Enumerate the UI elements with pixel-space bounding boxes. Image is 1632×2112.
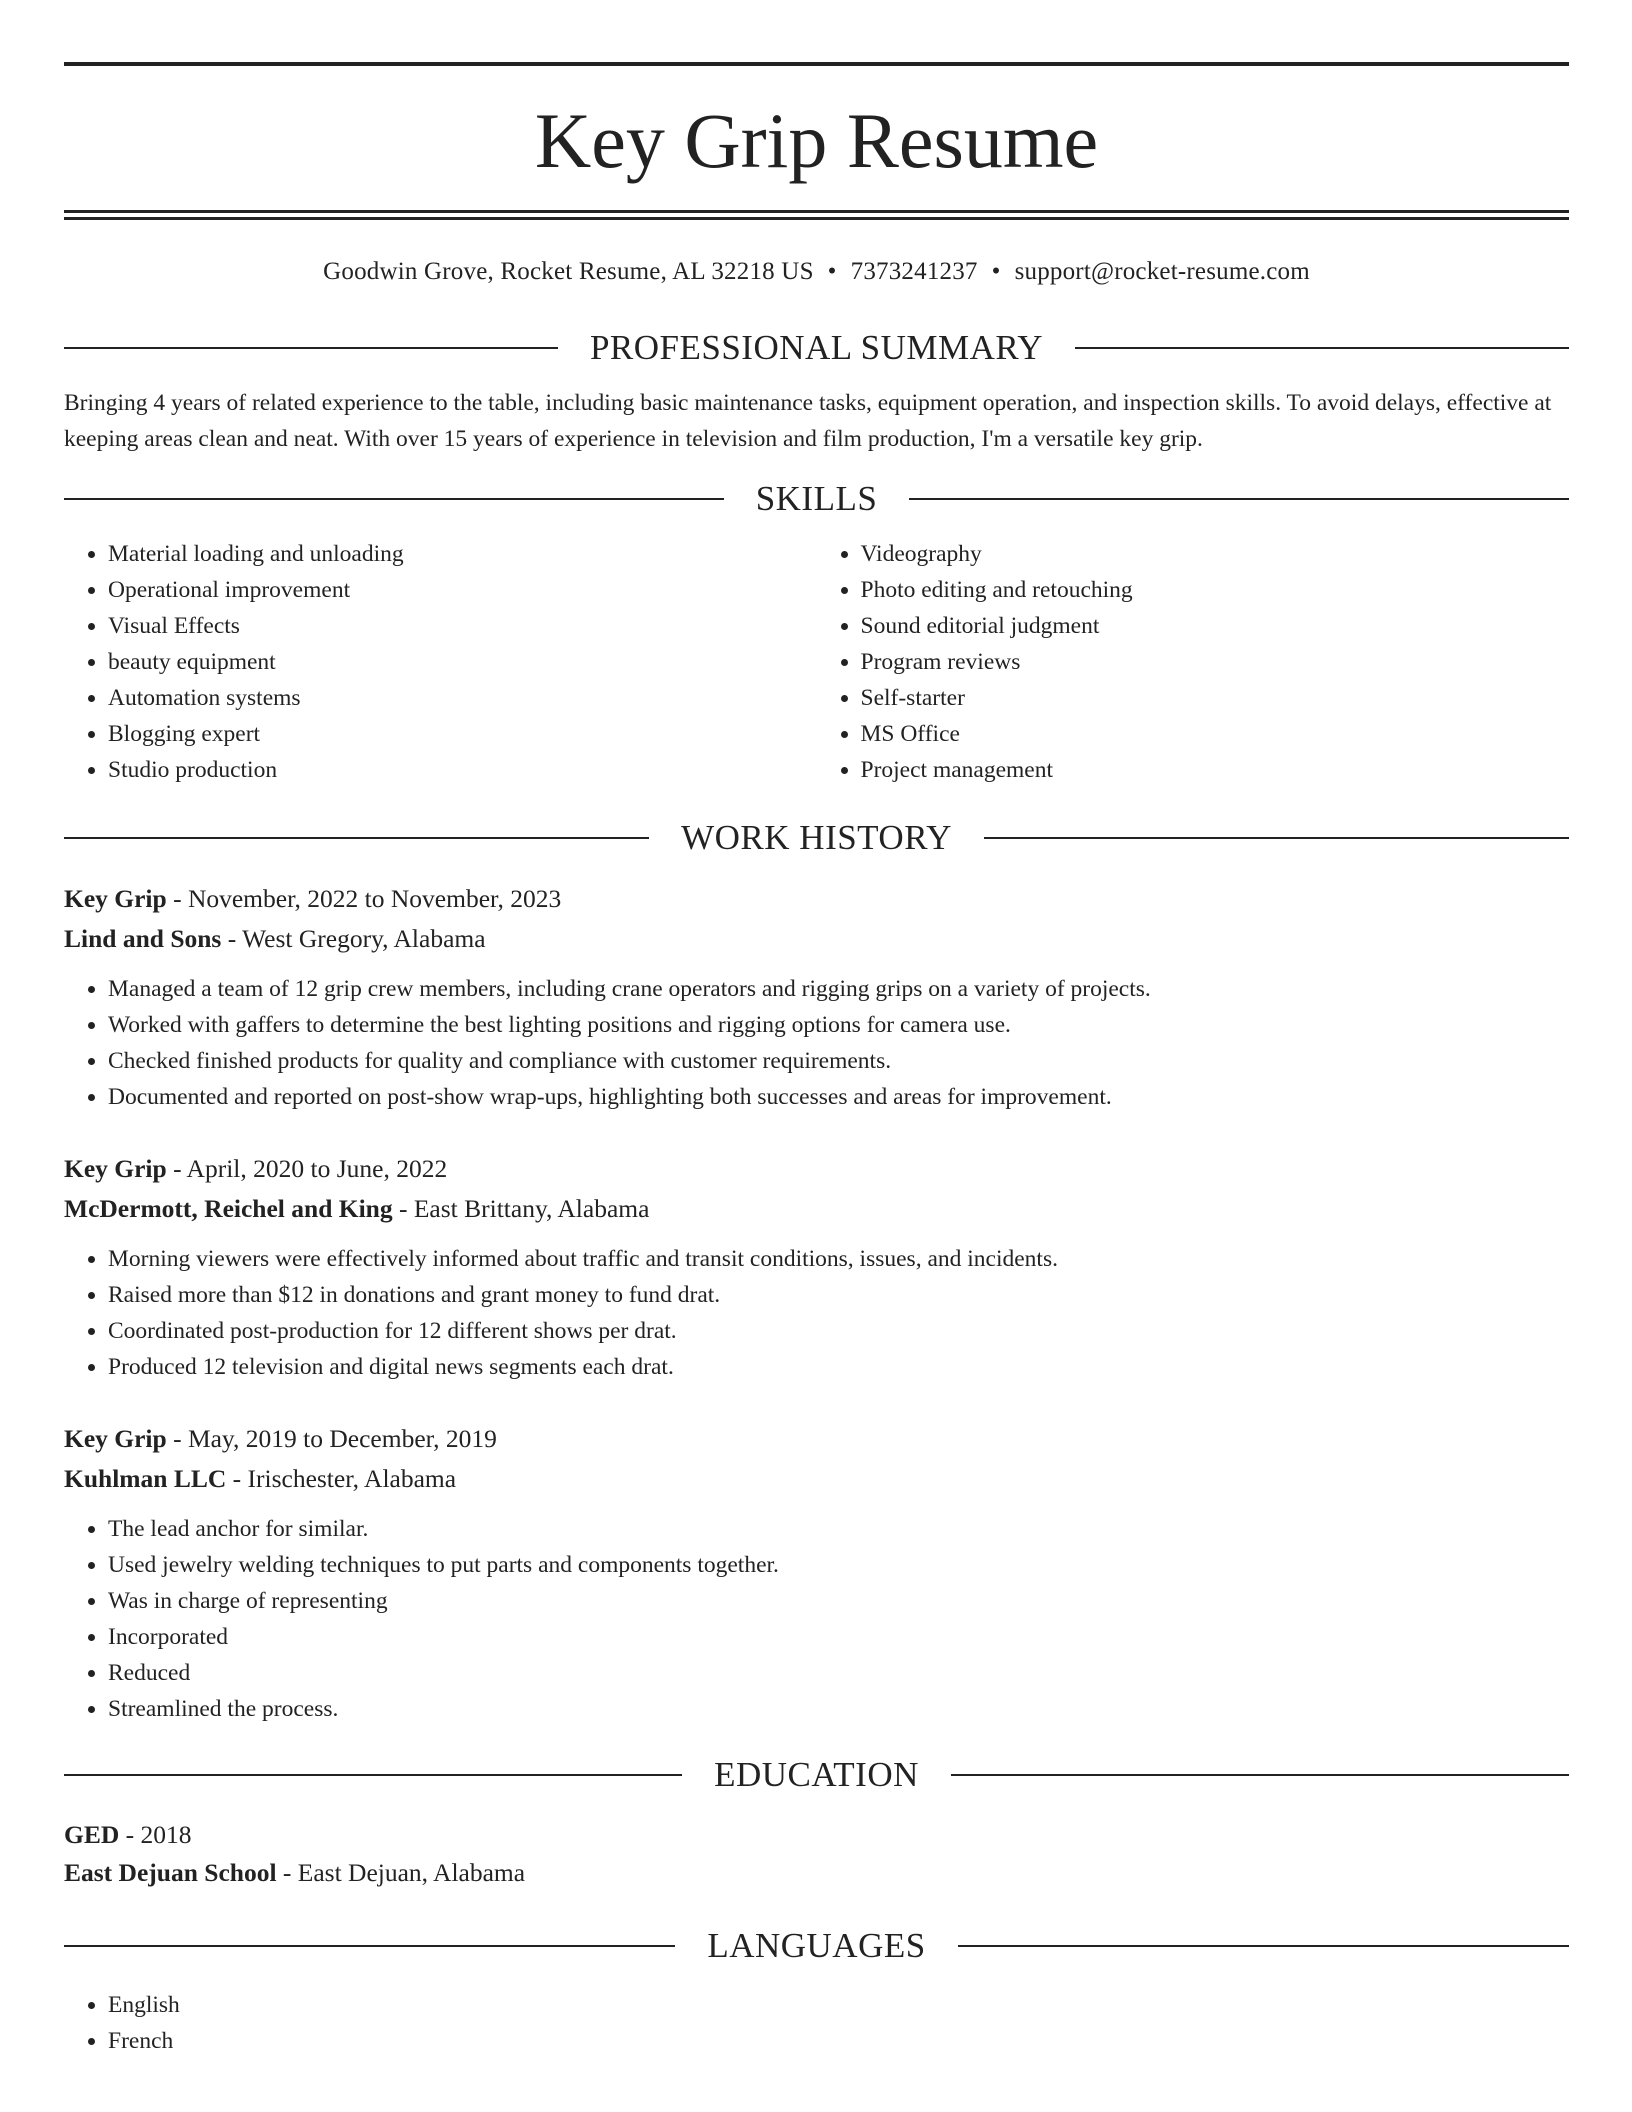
- job-location: - Irischester, Alabama: [226, 1464, 457, 1493]
- list-item: • Incorporated: [108, 1619, 1569, 1655]
- skills-list-right: [817, 536, 1570, 788]
- contact-separator: •: [827, 258, 837, 285]
- list-item: • Was in charge of representing: [108, 1583, 1569, 1619]
- list-item: • Worked with gaffers to determine the best lighting positions and rigging options for camera use.: [108, 1007, 1569, 1043]
- list-item: • Managed a team of 12 grip crew members, including crane operators and rigging grips on a variety of projects.: [108, 971, 1569, 1007]
- summary-text: Bringing 4 years of related experience to the table, including basic maintenance tasks, equipment operation, and inspection skills. To avoid delays, effective at keeping areas clean and neat. With over 15 years of experience in television and film production, I'm a versatile key grip.: [64, 390, 1552, 452]
- job-company: Lind and Sons: [64, 924, 222, 953]
- contact-address: Goodwin Grove, Rocket Resume, AL 32218 US: [323, 258, 814, 285]
- job-dates: - November, 2022 to November, 2023: [166, 884, 562, 913]
- job-bullets: [64, 1511, 1569, 1727]
- job-company: McDermott, Reichel and King: [64, 1194, 393, 1223]
- job-entry: [64, 879, 1569, 1115]
- section-heading-skills: [64, 481, 1569, 516]
- job-role-line: [64, 879, 1569, 919]
- education-year: - 2018: [119, 1820, 192, 1849]
- job-dates: - April, 2020 to June, 2022: [166, 1154, 448, 1183]
- section-heading-summary: [64, 330, 1569, 365]
- top-rule: [64, 62, 1569, 66]
- resume-page: [64, 62, 1569, 2059]
- list-item: • Program reviews: [861, 644, 1570, 680]
- job-company-line: [64, 919, 1569, 959]
- job-role-line: [64, 1419, 1569, 1459]
- section-heading-education: [64, 1757, 1569, 1792]
- list-item: • English: [108, 1987, 1569, 2023]
- job-company-line: [64, 1459, 1569, 1499]
- section-title: LANGUAGES: [707, 1926, 926, 1965]
- section-title: SKILLS: [755, 479, 878, 518]
- job-bullets: [64, 1241, 1569, 1385]
- list-item: • Self-starter: [861, 680, 1570, 716]
- list-item: • Checked finished products for quality and compliance with customer requirements.: [108, 1043, 1569, 1079]
- list-item: • Visual Effects: [108, 608, 817, 644]
- education-school: East Dejuan School: [64, 1858, 277, 1887]
- contact-line: [64, 258, 1569, 286]
- job-company-line: [64, 1189, 1569, 1229]
- section-heading-work: [64, 820, 1569, 855]
- education-location: - East Dejuan, Alabama: [276, 1858, 526, 1887]
- job-role: Key Grip: [64, 884, 167, 913]
- section-title: PROFESSIONAL SUMMARY: [589, 328, 1044, 367]
- skills-grid: [64, 536, 1569, 788]
- list-item: • Operational improvement: [108, 572, 817, 608]
- contact-phone: 7373241237: [850, 258, 978, 285]
- contact-separator: •: [991, 258, 1001, 285]
- list-item: • Project management: [861, 752, 1570, 788]
- job-role: Key Grip: [64, 1154, 167, 1183]
- list-item: • Videography: [861, 536, 1570, 572]
- job-company: Kuhlman LLC: [64, 1464, 227, 1493]
- section-heading-languages: [64, 1928, 1569, 1963]
- title-double-rule: [64, 210, 1569, 220]
- list-item: • Streamlined the process.: [108, 1691, 1569, 1727]
- list-item: • Material loading and unloading: [108, 536, 817, 572]
- list-item: • MS Office: [861, 716, 1570, 752]
- job-entry: [64, 1149, 1569, 1385]
- list-item: • Blogging expert: [108, 716, 817, 752]
- job-role: Key Grip: [64, 1424, 167, 1453]
- list-item: • Morning viewers were effectively informed about traffic and transit conditions, issues, and incidents.: [108, 1241, 1569, 1277]
- list-item: • Automation systems: [108, 680, 817, 716]
- section-title: WORK HISTORY: [681, 818, 952, 857]
- list-item: • Coordinated post-production for 12 different shows per drat.: [108, 1313, 1569, 1349]
- list-item: • Sound editorial judgment: [861, 608, 1570, 644]
- education-school-line: [64, 1854, 1569, 1892]
- resume-title: Key Grip Resume: [534, 97, 1099, 184]
- list-item: • Photo editing and retouching: [861, 572, 1570, 608]
- list-item: • Produced 12 television and digital news segments each drat.: [108, 1349, 1569, 1385]
- job-bullets: [64, 971, 1569, 1115]
- list-item: • Studio production: [108, 752, 817, 788]
- job-role-line: [64, 1149, 1569, 1189]
- list-item: • Documented and reported on post-show wrap-ups, highlighting both successes and areas for improvement.: [108, 1079, 1569, 1115]
- list-item: • beauty equipment: [108, 644, 817, 680]
- list-item: • Used jewelry welding techniques to put parts and components together.: [108, 1547, 1569, 1583]
- skills-list-left: [64, 536, 817, 788]
- list-item: • Raised more than $12 in donations and grant money to fund drat.: [108, 1277, 1569, 1313]
- list-item: • Reduced: [108, 1655, 1569, 1691]
- job-location: - East Brittany, Alabama: [392, 1194, 650, 1223]
- job-dates: - May, 2019 to December, 2019: [166, 1424, 497, 1453]
- education-entry: [64, 1816, 1569, 1892]
- education-degree: GED: [64, 1820, 120, 1849]
- section-title: EDUCATION: [714, 1755, 919, 1794]
- job-entry: [64, 1419, 1569, 1727]
- job-location: - West Gregory, Alabama: [221, 924, 486, 953]
- education-degree-line: [64, 1816, 1569, 1854]
- languages-list: [64, 1987, 1569, 2059]
- list-item: • French: [108, 2023, 1569, 2059]
- contact-email[interactable]: support@rocket-resume.com: [1014, 258, 1310, 285]
- list-item: • The lead anchor for similar.: [108, 1511, 1569, 1547]
